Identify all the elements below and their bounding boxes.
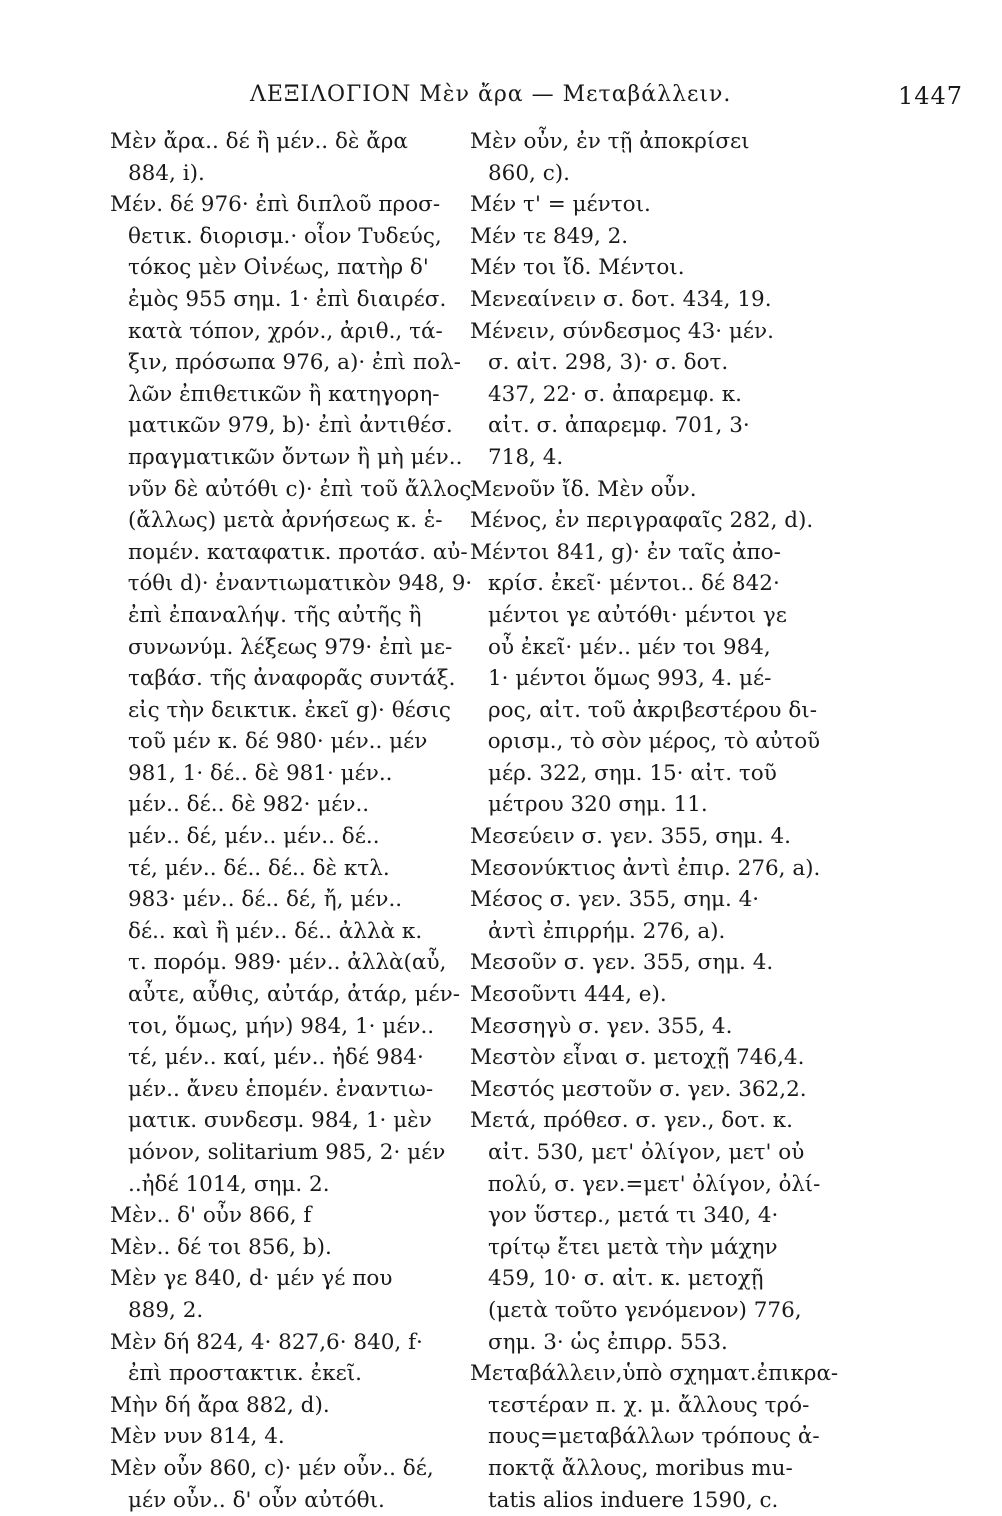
entry-continuation-line: θετικ. διορισμ.· οἷον Τυδεύς, <box>128 223 442 249</box>
entry-headword-line: Μεσονύκτιος ἀντὶ ἐπιρ. 276, a). <box>470 855 821 881</box>
entry-continuation-line: 718, 4. <box>488 444 564 470</box>
entry-continuation-line: μέν οὖν.. δ' οὖν αὐτόθι. <box>128 1487 385 1513</box>
entry-headword-line: Μετά, πρόθεσ. σ. γεν., δοτ. κ. <box>470 1108 794 1134</box>
entry-continuation-line: εἰς τὴν δεικτικ. ἐκεῖ g)· θέσις <box>128 697 451 723</box>
entry-headword-line: Μὴν δή ἄρα 882, d). <box>110 1392 330 1418</box>
entry-continuation-line: κατὰ τόπον, χρόν., ἀριθ., τά- <box>128 318 443 344</box>
right-column <box>470 126 839 1516</box>
entry-continuation-line: λῶν ἐπιθετικῶν ἢ κατηγορη- <box>128 381 440 407</box>
entry-headword-line: Μὲν οὖν 860, c)· μέν οὖν.. δέ, <box>110 1455 434 1481</box>
entry-headword-line: Μέσος σ. γεν. 355, σημ. 4· <box>470 887 760 913</box>
entry-continuation-line: μέτρου 320 σημ. 11. <box>488 792 708 818</box>
entry-headword-line: Μὲν δή 824, 4· 827,6· 840, f· <box>110 1329 423 1355</box>
entry-continuation-line: ορισμ., τὸ σὸν μέρος, τὸ αὐτοῦ <box>487 729 821 755</box>
entry-headword-line: Μὲν ἄρα.. δέ ἢ μέν.. δὲ ἄρα <box>110 129 408 154</box>
entry-continuation-line: ἐπὶ ἐπαναλήψ. τῆς αὐτῆς ἢ <box>128 602 422 628</box>
entry-headword-line: Μὲν νυν 814, 4. <box>110 1424 285 1450</box>
entry-continuation-line: ρος, αἰτ. τοῦ ἀκριβεστέρου δι- <box>488 697 817 723</box>
entry-continuation-line: 983· μέν.. δέ.. δέ, ἤ, μέν.. <box>128 887 403 913</box>
entry-continuation-line: 889, 2. <box>128 1297 204 1323</box>
entry-continuation-line: ἐπὶ προστακτικ. ἐκεῖ. <box>128 1361 362 1387</box>
entry-headword-line: Μενεαίνειν σ. δοτ. 434, 19. <box>470 286 772 312</box>
entry-continuation-line: μέν.. δέ.. δὲ 982· μέν.. <box>128 792 370 818</box>
entry-continuation-line: ..ἠδέ 1014, σημ. 2. <box>128 1171 330 1197</box>
entry-continuation-line: ματικῶν 979, b)· ἐπὶ ἀντιθέσ. <box>128 413 453 439</box>
entry-continuation-line: τόθι d)· ἐναντιωματικὸν 948, 9· <box>127 571 473 597</box>
entry-continuation-line: 437, 22· σ. ἀπαρεμφ. κ. <box>488 381 742 407</box>
entry-continuation-line: μέν.. δέ, μέν.. μέν.. δέ.. <box>128 824 380 850</box>
entry-continuation-line: μέν.. ἄνευ ἑπομέν. ἐναντιω- <box>128 1076 434 1102</box>
entry-continuation-line: νῦν δὲ αὐτόθι c)· ἐπὶ τοῦ ἄλλος <box>127 476 472 502</box>
entry-continuation-line: ἐμὸς 955 σημ. 1· ἐπὶ διαιρέσ. <box>128 286 447 312</box>
entry-continuation-line: 1· μέντοι ὅμως 993, 4. μέ- <box>488 666 772 692</box>
entry-continuation-line: μέντοι γε αὐτόθι· μέντοι γε <box>488 602 787 628</box>
entry-continuation-line: σ. αἰτ. 298, 3)· σ. δοτ. <box>488 350 729 376</box>
entry-continuation-line: τέ, μέν.. δέ.. δέ.. δὲ κτλ. <box>128 855 390 881</box>
entry-continuation-line: 459, 10· σ. αἰτ. κ. μετοχῇ <box>488 1266 764 1292</box>
entry-continuation-line: 884, i). <box>128 160 205 186</box>
entry-continuation-line: ποκτᾷ ἄλλους, moribus mu- <box>488 1455 793 1481</box>
entry-continuation-line: αἰτ. 530, μετ' ὀλίγον, μετ' οὐ <box>488 1140 805 1165</box>
entry-headword-line: Μεταβάλλειν,ὑπὸ σχηματ.ἐπικρα- <box>470 1361 839 1387</box>
entry-headword-line: Μενοῦν ἴδ. Μὲν οὖν. <box>470 476 697 502</box>
entry-continuation-line: κρίσ. ἐκεῖ· μέντοι.. δέ 842· <box>488 571 780 597</box>
page-number: 1447 <box>898 82 964 110</box>
entry-continuation-line: οὖ ἐκεῖ· μέν.. μέν τοι 984, <box>488 634 771 660</box>
entry-continuation-line: συνωνύμ. λέξεως 979· ἐπὶ με- <box>128 634 453 660</box>
entry-continuation-line: τρίτῳ ἔτει μετὰ τὴν μάχην <box>488 1234 778 1260</box>
entry-headword-line: Μεσοῦντι 444, e). <box>470 982 667 1008</box>
entry-continuation-line: ἀντὶ ἐπιρρήμ. 276, a). <box>488 918 726 944</box>
entry-headword-line: Μέντοι 841, g)· ἐν ταῖς ἀπο- <box>470 539 781 565</box>
entry-continuation-line: ξιν, πρόσωπα 976, a)· ἐπὶ πολ- <box>128 350 461 376</box>
entry-headword-line: Μὲν οὖν, ἐν τῇ ἀποκρίσει <box>470 129 750 154</box>
entry-continuation-line: πους=μεταβάλλων τρόπους ἀ- <box>488 1424 820 1450</box>
entry-continuation-line: 981, 1· δέ.. δὲ 981· μέν.. <box>128 760 393 786</box>
entry-continuation-line: δέ.. καὶ ἢ μέν.. δέ.. ἀλλὰ κ. <box>128 918 423 944</box>
entry-continuation-line: tatis alios induere 1590, c. <box>488 1487 779 1513</box>
entry-headword-line: Μένος, ἐν περιγραφαῖς 282, d). <box>470 508 814 534</box>
entry-continuation-line: πολύ, σ. γεν.=μετ' ὀλίγον, ὀλί- <box>487 1171 821 1197</box>
entry-headword-line: Μεστός μεστοῦν σ. γεν. 362,2. <box>470 1076 807 1102</box>
entry-continuation-line: πραγματικῶν ὄντων ἢ μὴ μέν.. <box>128 444 463 470</box>
entry-continuation-line: (μετὰ τοῦτο γενόμενον) 776, <box>488 1297 802 1323</box>
entry-headword-line: Μεστὸν εἶναι σ. μετοχῇ 746,4. <box>470 1045 805 1071</box>
entry-headword-line: Μέν τ' = μέντοι. <box>470 192 651 218</box>
entry-headword-line: Μένειν, σύνδεσμος 43· μέν. <box>470 318 774 344</box>
entry-continuation-line: τοι, ὅμως, μήν) 984, 1· μέν.. <box>128 1013 435 1039</box>
entry-headword-line: Μέν τοι ἴδ. Μέντοι. <box>470 255 685 281</box>
entry-headword-line: Μὲν.. δέ τοι 856, b). <box>110 1234 332 1260</box>
entry-continuation-line: ταβάσ. τῆς ἀναφορᾶς συντάξ. <box>128 666 456 692</box>
entry-headword-line: Μεσοῦν σ. γεν. 355, σημ. 4. <box>470 950 774 976</box>
entry-continuation-line: τόκος μὲν Οἰνέως, πατὴρ δ' <box>128 255 429 281</box>
entry-continuation-line: 860, c). <box>488 160 570 186</box>
entry-headword-line: Μὲν γε 840, d· μέν γέ που <box>110 1266 393 1292</box>
entry-headword-line: Μέν. δέ 976· ἐπὶ διπλοῦ προσ- <box>110 192 441 218</box>
entry-continuation-line: αὖτε, αὖθις, αὐτάρ, ἀτάρ, μέν- <box>128 982 460 1008</box>
entry-continuation-line: πομέν. καταφατικ. προτάσ. αὐ- <box>128 539 468 565</box>
running-head: ΛΕΞΙΛΟΓΙΟΝ Μὲν ἄρα — Μεταβάλλειν. <box>250 82 732 107</box>
entry-continuation-line: μόνον, solitarium 985, 2· μέν <box>128 1140 446 1165</box>
entry-continuation-line: τ. πορόμ. 989· μέν.. ἀλλὰ(αὖ, <box>128 950 447 976</box>
entry-headword-line: Μεσεύειν σ. γεν. 355, σημ. 4. <box>470 824 791 850</box>
entry-continuation-line: τεστέραν π. χ. μ. ἄλλους τρό- <box>488 1392 810 1418</box>
left-column <box>110 126 472 1516</box>
entry-headword-line: Μὲν.. δ' οὖν 866, f <box>110 1203 312 1229</box>
entry-continuation-line: τέ, μέν.. καί, μέν.. ἠδέ 984· <box>128 1045 424 1071</box>
entry-continuation-line: τοῦ μέν κ. δέ 980· μέν.. μέν <box>128 729 428 755</box>
entry-continuation-line: αἰτ. σ. ἀπαρεμφ. 701, 3· <box>488 413 750 439</box>
entry-headword-line: Μέν τε 849, 2. <box>470 223 629 249</box>
entry-headword-line: Μεσσηγὺ σ. γεν. 355, 4. <box>470 1013 733 1039</box>
entry-continuation-line: μέρ. 322, σημ. 15· αἰτ. τοῦ <box>488 760 777 786</box>
entry-continuation-line: σημ. 3· ὡς ἐπιρρ. 553. <box>488 1329 728 1355</box>
entry-continuation-line: (ἄλλως) μετὰ ἀρνήσεως κ. ἑ- <box>128 508 443 534</box>
entry-continuation-line: ματικ. συνδεσμ. 984, 1· μὲν <box>128 1108 432 1134</box>
entry-continuation-line: γον ὕστερ., μετά τι 340, 4· <box>488 1203 779 1229</box>
